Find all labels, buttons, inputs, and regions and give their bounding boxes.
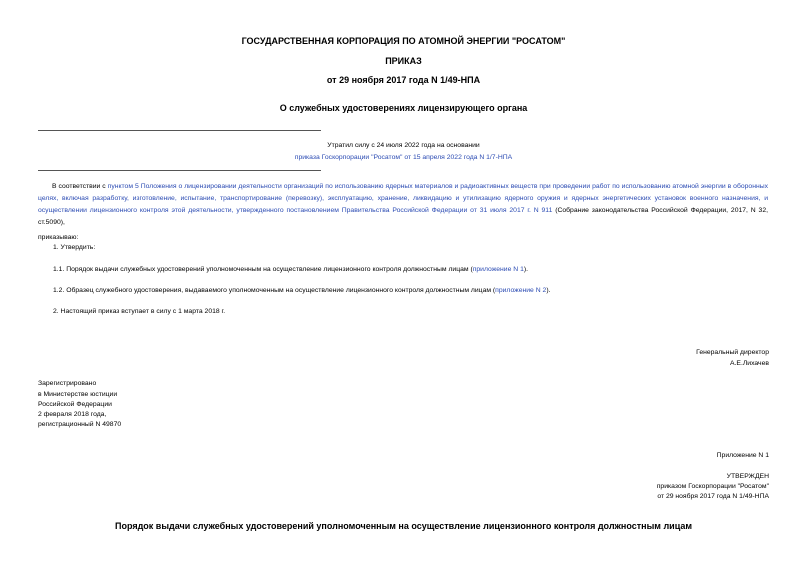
regulation-link[interactable]: пунктом 5 Положения о лицензировании деятельности организаций по использованию ядерных материалов и радиоактивных веществ при проведении работ по использованию атомной энергии в оборонных целях, включая разработку, изготовление, испытание, транспортирование (перевозку), эксплуатацию, хранение, ликвидацию и утилизацию ядерного оружия и ядерных энергетических установок военного назначения, и осуществлении лицензионного контроля этой деятельности, утвержденного постановлением Правительства Российской Федерации от 31 июля 2017 г. N 911: [38, 183, 768, 214]
order-item-1-1: [53, 264, 528, 276]
appendix-title: Порядок выдачи служебных удостоверений уполномоченным на осуществление лицензионного контроля должностным лицам: [115, 521, 692, 531]
repeal-notice-link-line: [0, 152, 807, 164]
organization-title: ГОСУДАРСТВЕННАЯ КОРПОРАЦИЯ ПО АТОМНОЙ ЭНЕРГИИ "РОСАТОМ": [241, 36, 566, 46]
registration-line-2: в Министерстве юстиции: [38, 391, 118, 398]
appendix-label: Приложение N 1: [716, 452, 769, 459]
preamble-tail: (Собрание законодательства Российской Федерации, 2017, N 32, ст.5090),: [38, 207, 768, 226]
registration-line-4: 2 февраля 2018 года,: [38, 411, 107, 418]
appendix-approved: УТВЕРЖДЕН: [726, 473, 769, 480]
divider-bottom: [38, 170, 321, 171]
document-type: ПРИКАЗ: [385, 56, 422, 66]
repeal-order-link[interactable]: приказа Госкорпорации "Росатом" от 15 апреля 2022 года N 1/7-НПА: [294, 154, 513, 161]
order-item-2: 2. Настоящий приказ вступает в силу с 1 марта 2018 г.: [53, 308, 226, 315]
appendix-2-link[interactable]: приложение N 2: [495, 287, 547, 294]
preamble-paragraph: [38, 181, 768, 229]
divider-top: [38, 130, 321, 131]
appendix-1-link[interactable]: приложение N 1: [472, 266, 524, 273]
registration-line-5: регистрационный N 49870: [38, 421, 122, 428]
item-1-2-end: ).: [546, 287, 551, 294]
appendix-approved-date: от 29 ноября 2017 года N 1/49-НПА: [657, 493, 769, 500]
signature-position: Генеральный директор: [696, 349, 769, 356]
registration-line-1: Зарегистрировано: [38, 380, 97, 387]
item-1-2-text: 1.2. Образец служебного удостоверения, выдаваемого уполномоченным на осуществление лицензионного контроля должностным лицам (: [53, 287, 496, 294]
order-item-1-2: [53, 285, 550, 297]
document-date-number: от 29 ноября 2017 года N 1/49-НПА: [326, 75, 481, 85]
document-subject: О служебных удостоверениях лицензирующего органа: [279, 103, 528, 113]
order-command: приказываю:: [38, 234, 79, 241]
registration-line-3: Российской Федерации: [38, 401, 112, 408]
signature-name: А.Е.Лихачев: [730, 360, 769, 367]
item-1-1-text: 1.1. Порядок выдачи служебных удостоверений уполномоченным на осуществление лицензионного контроля должностным лицам (: [53, 266, 473, 273]
item-1-1-end: ).: [523, 266, 529, 273]
appendix-approved-by: приказом Госкорпорации "Росатом": [656, 483, 769, 490]
order-item-1: 1. Утвердить:: [53, 244, 96, 251]
preamble-intro: В соответствии с: [52, 183, 108, 190]
repeal-notice: Утратил силу с 24 июля 2022 года на основании: [327, 142, 480, 149]
